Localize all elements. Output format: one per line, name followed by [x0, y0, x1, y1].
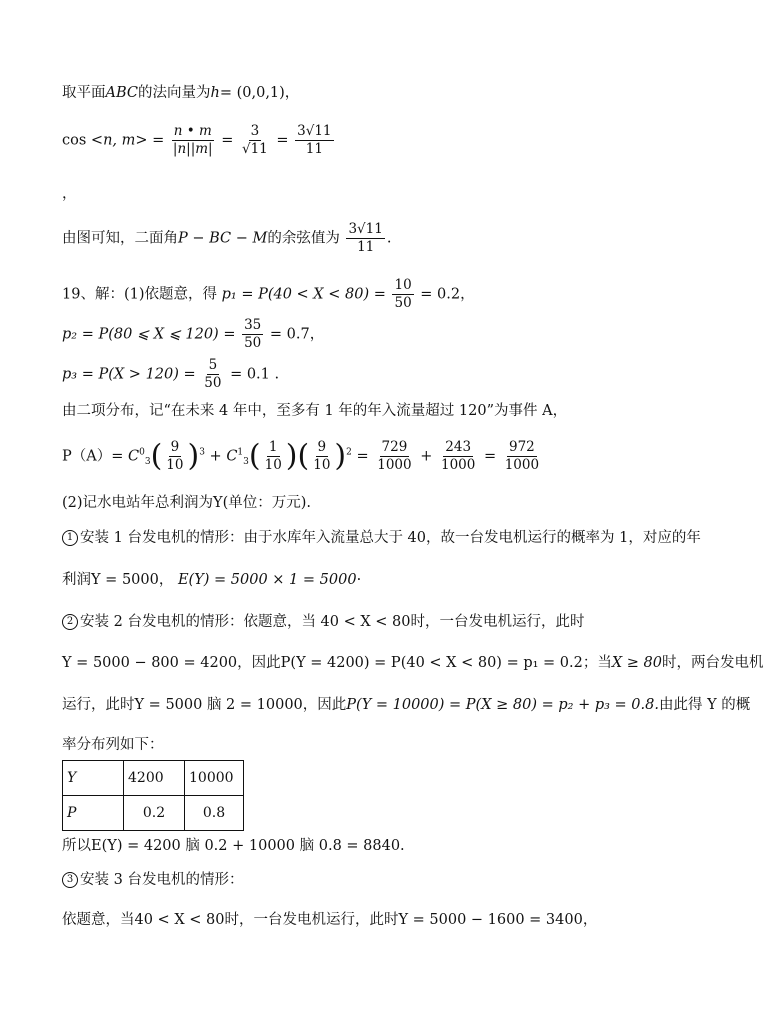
exponent: 2 [346, 447, 352, 458]
problem-19-line [62, 278, 475, 311]
cos-fraction-3 [295, 124, 333, 157]
fraction-denominator: 1000 [504, 456, 540, 473]
text: = 0.2， [420, 286, 475, 303]
text: . [386, 230, 392, 247]
text: = [483, 448, 497, 465]
case-2-line [62, 614, 585, 631]
text: 安装 2 台发电机的情形：依题意，当 40 < X < 80时，一台发电机运行，此时 [80, 614, 585, 630]
text: 依题意，得 [144, 286, 217, 303]
case-2-detail [62, 655, 764, 672]
fraction-denominator: 50 [244, 334, 262, 351]
formula: X ≥ 80 [611, 655, 663, 671]
circled-number: 3 [62, 872, 78, 888]
fraction [439, 440, 477, 473]
fraction-numerator: 729 [381, 439, 408, 455]
circled-number: 1 [62, 530, 78, 546]
fraction-denominator: 1000 [440, 456, 476, 473]
fraction-denominator: 10 [264, 456, 282, 473]
cosine-value-fraction [346, 222, 384, 255]
superscript: 0 [139, 447, 145, 458]
part-label: (1) [123, 286, 145, 303]
plane-name: ABC [105, 85, 138, 101]
text: = 0.7， [269, 326, 325, 343]
superscript: 1 [237, 447, 244, 458]
cos-label: cos < [62, 132, 104, 149]
angle-name: P − BC − M [178, 230, 268, 247]
text: = 0.1 . [230, 366, 280, 383]
fraction [242, 318, 263, 351]
fraction [164, 440, 185, 473]
fraction-denominator: 50 [204, 374, 222, 391]
fraction [375, 440, 413, 473]
comma: ， [62, 186, 77, 202]
p3-line [62, 358, 279, 391]
text: 利润Y = 5000， [62, 572, 174, 588]
text: 的余弦值为 [267, 230, 340, 247]
case-3-line [62, 872, 243, 889]
text: = [356, 448, 369, 465]
normal-vector-line [62, 85, 299, 102]
formula: E(Y) = 5000 × 1 = 5000 [177, 572, 357, 588]
case-3-detail: 依题意，当40 < X < 80时，一台发电机运行，此时Y = 5000 − 1600 = 3400， [62, 912, 598, 928]
vector-value: = (0,0,1)， [219, 85, 300, 101]
fraction-numerator: 35 [244, 317, 262, 333]
formula: p₃ = P(X > 120) = [62, 366, 196, 383]
fraction-denominator: √11 [241, 140, 268, 157]
text: > = [135, 132, 165, 149]
fraction-numerator: n • m [173, 123, 212, 139]
fraction-numerator: 972 [509, 439, 535, 455]
combination: C [128, 448, 140, 465]
probability-A-formula: $P(A)= C^0_3$( $\frac{9}{10}$ )$^3 + C^1_3$( $\frac{1}{10}$ )( $\frac{9}{10}$ )$^2$ = $\frac{729}{1000}$ + $\frac{243}{1000}$ = $\frac{972}{1000}$ [62, 438, 540, 474]
text: = [276, 132, 289, 149]
table-row [63, 761, 244, 796]
problem-number: 19、解： [62, 286, 124, 303]
formula: p₁ = P(40 < X < 80) = [221, 286, 386, 303]
fraction-denominator: 10 [313, 456, 331, 473]
table-cell: P [63, 796, 124, 831]
subscript: 3 [243, 457, 249, 468]
fraction-denominator: 11 [305, 140, 323, 157]
cos-vectors: n, m [103, 132, 136, 149]
fraction [263, 440, 284, 473]
fraction-denominator: |n||m| [172, 140, 213, 157]
fraction-denominator: 11 [357, 238, 375, 255]
fraction-numerator: 3√11 [297, 123, 332, 139]
fraction [392, 278, 413, 311]
case-1-result [62, 572, 361, 589]
fraction-numerator: 243 [445, 439, 472, 455]
text: 取平面 [62, 85, 106, 101]
fraction [311, 440, 332, 473]
text: Y = 5000 − 800 = 4200，因此P(Y = 4200) = P(40 < X < 80) = p₁ = 0.2；当 [62, 655, 612, 671]
table-cell: 0.8 [185, 796, 244, 831]
fraction-numerator: 9 [317, 439, 327, 455]
fraction-numerator: 5 [208, 357, 218, 373]
cosine-formula [62, 124, 336, 157]
circled-number: 2 [62, 614, 78, 630]
vector-symbol: h [210, 85, 220, 101]
fraction-numerator: 3 [250, 123, 260, 139]
combination: C [226, 448, 238, 465]
fraction-numerator: 3√11 [348, 221, 383, 237]
text: 由图可知，二面角 [62, 230, 178, 247]
fraction-numerator: 9 [170, 439, 180, 455]
text: 由此得 Y 的概 [658, 697, 751, 713]
fraction-numerator: 1 [268, 439, 278, 455]
table-cell: 10000 [185, 761, 244, 796]
subscript: 3 [144, 457, 151, 468]
case-1-line [62, 530, 701, 547]
distribution-table [62, 760, 244, 831]
binomial-intro: 由二项分布，记“在未来 4 年中，至多有 1 年的年入流量超过 120”为事件 A， [62, 403, 568, 419]
text: + [209, 448, 222, 465]
cos-fraction-2 [240, 124, 270, 157]
text: 安装 1 台发电机的情形：由于水库年入流量总大于 40，故一台发电机运行的概率为 1，对应的年 [80, 530, 701, 546]
text: = [221, 132, 234, 149]
distribution-intro: 率分布列如下： [62, 737, 164, 753]
expectation-line: 所以E(Y) = 4200 脑 0.2 + 10000 脑 0.8 = 8840. [62, 838, 405, 854]
case-2-detail-2 [62, 697, 750, 714]
table-row [63, 796, 244, 831]
text: 的法向量为 [138, 85, 211, 101]
text: · [356, 572, 362, 588]
text: 运行，此时Y = 5000 脑 2 = 10000，因此 [62, 697, 347, 713]
fraction [503, 440, 541, 473]
fraction-denominator: 50 [394, 294, 412, 311]
table-cell: 0.2 [124, 796, 185, 831]
fraction-numerator: 10 [394, 277, 412, 293]
dihedral-angle-line [62, 222, 391, 255]
text: 安装 3 台发电机的情形： [80, 872, 244, 888]
cos-fraction-1 [171, 124, 215, 157]
fraction [202, 358, 223, 391]
formula: P(Y = 10000) = P(X ≥ 80) = p₂ + p₃ = 0.8. [346, 697, 659, 713]
text: 时，两台发电机 [662, 655, 764, 671]
table-cell: 4200 [124, 761, 185, 796]
text: + [420, 448, 433, 465]
table-cell: Y [63, 761, 124, 796]
exponent: 3 [199, 447, 205, 458]
fraction-denominator: 1000 [377, 456, 412, 473]
fraction-denominator: 10 [166, 456, 184, 473]
text: P（A）= [62, 448, 124, 465]
part-2-intro: (2)记水电站年总利润为Y(单位：万元). [62, 495, 312, 511]
formula: p₂ = P(80 ⩽ X ⩽ 120) = [62, 326, 236, 343]
p2-line [62, 318, 324, 351]
